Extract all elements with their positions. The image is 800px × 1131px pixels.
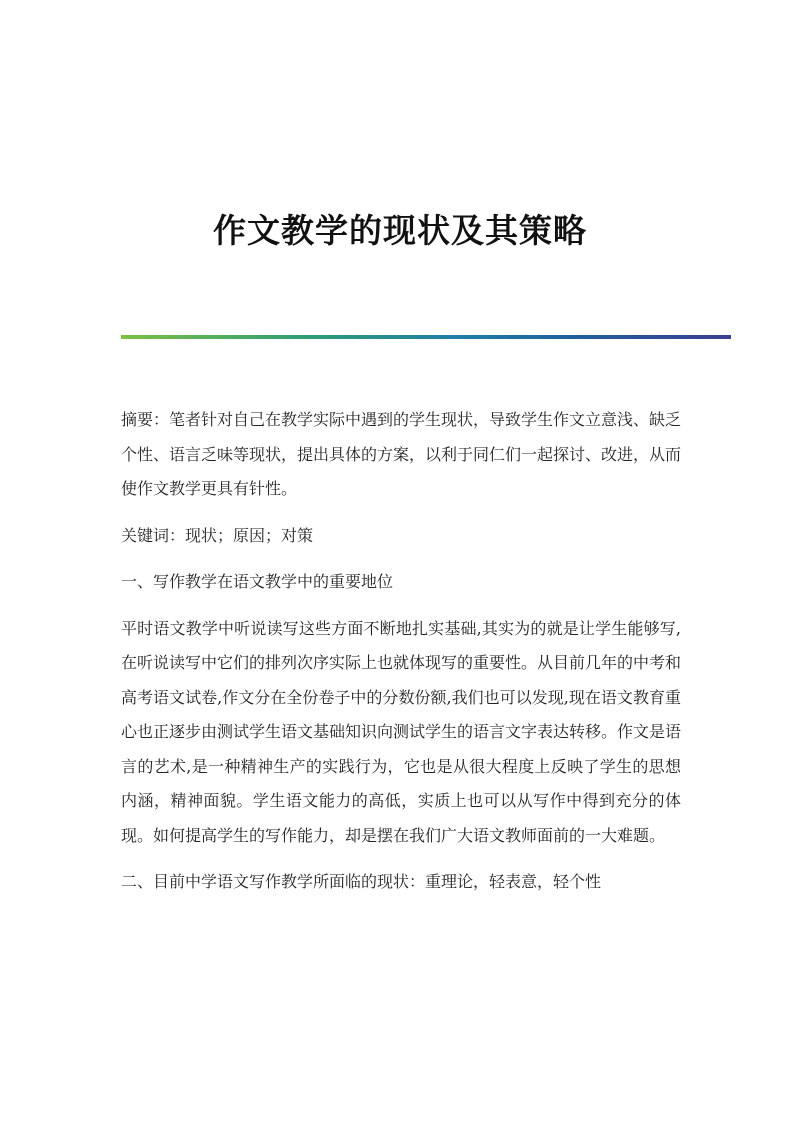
section-heading-1: 一、写作教学在语文教学中的重要地位 [121,572,394,591]
keywords-line: 关键词：现状；原因；对策 [121,525,314,545]
abstract-paragraph: 摘要：笔者针对自己在教学实际中遇到的学生现状，导致学生作文立意浅、缺乏个性、语言乏味等现状，提出具体的方案，以利于同仁们一起探讨、改进，从而使作文教学更具有针性。 [121,410,682,498]
gradient-divider [121,335,731,339]
section-heading-2: 二、目前中学语文写作教学所面临的现状：重理论，轻表意，轻个性 [121,872,602,891]
section-1-paragraph: 平时语文教学中听说读写这些方面不断地扎实基础,其实为的就是让学生能够写,在听说读写中它们的排列次序实际上也就体现写的重要性。从目前几年的中考和高考语文试卷,作文分在全份卷子中的分数份额,我们也可以发现,现在语文教育重心也正逐步由测试学生语文基础知识向测试学生的语言文字表达转移。作文是语言的艺术,是一种精神生产的实践行为，它也是从很大程度上反映了学生的思想内涵，精神面貌。学生语文能力的高低，实质上也可以从写作中得到充分的体现。如何提高学生的写作能力，却是摆在我们广大语文教师面前的一大难题。 [121,618,682,845]
page-title: 作文教学的现状及其策略 [213,211,587,251]
document-body [121,403,681,912]
